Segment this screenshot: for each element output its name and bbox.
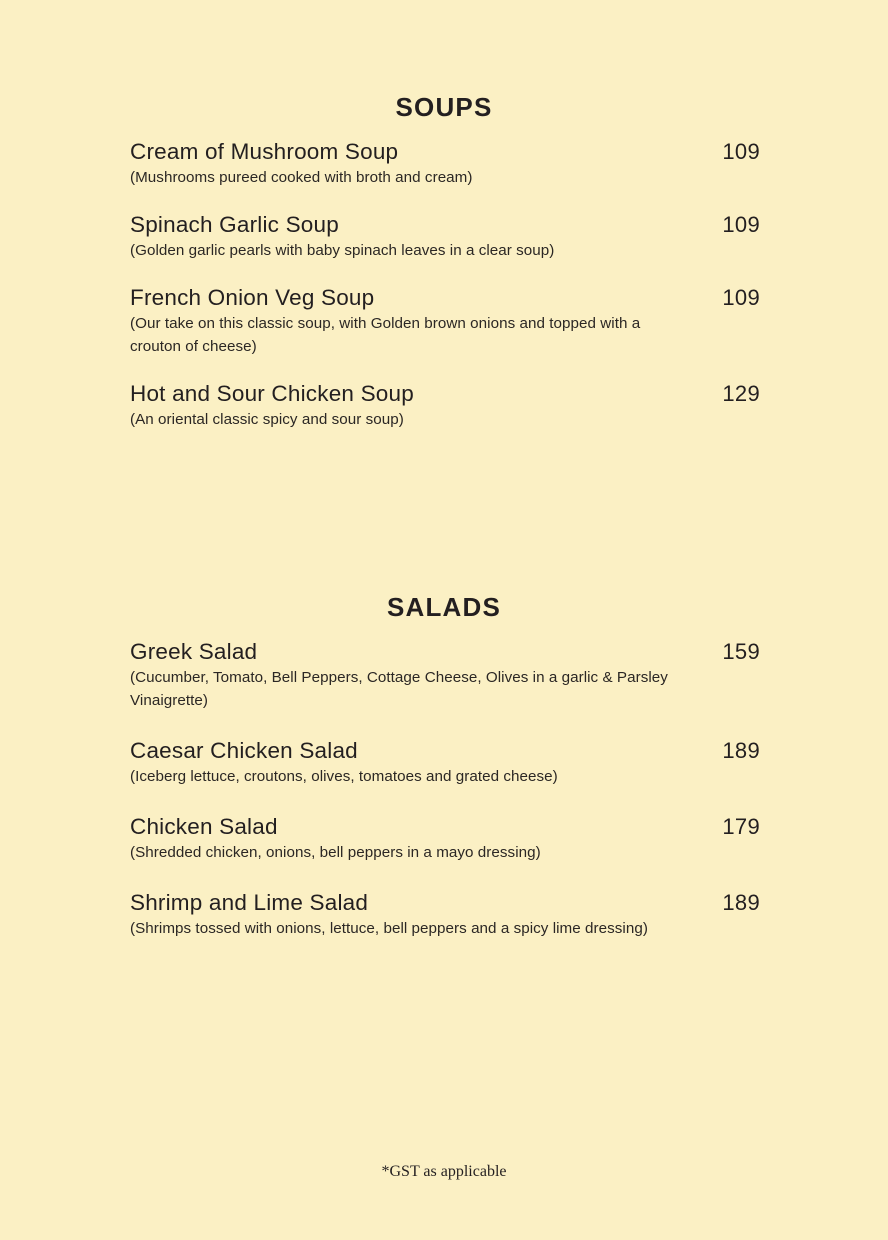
section-title-salads: SALADS [386, 592, 502, 622]
menu-item-price: 189 [722, 890, 760, 916]
menu-item-header [130, 285, 760, 311]
menu-item-description: (Golden garlic pearls with baby spinach leaves in a clear soup) [130, 242, 555, 260]
menu-item-name: Cream of Mushroom Soup [130, 139, 399, 164]
menu-item-header [130, 212, 760, 238]
menu-item-header [130, 139, 760, 165]
menu-item [130, 738, 760, 788]
menu-item-name: French Onion Veg Soup [130, 285, 375, 311]
menu-item-price: 109 [722, 285, 760, 311]
menu-item-price: 159 [722, 639, 760, 664]
menu-item-header [130, 738, 760, 764]
menu-item-price: 109 [722, 139, 760, 164]
menu-item [130, 381, 760, 431]
menu-item [130, 139, 760, 189]
menu-item-name: Shrimp and Lime Salad [130, 890, 369, 916]
menu-item [130, 285, 760, 358]
menu-item-header [130, 381, 760, 407]
menu-item [130, 814, 760, 864]
menu-item-header [130, 890, 760, 916]
menu-item-description: (Our take on this classic soup, with Golden brown onions and topped with a crouton of cheese) [130, 315, 641, 356]
section-soups [0, 92, 888, 454]
menu-item-name: Greek Salad [130, 639, 258, 664]
menu-item-name: Hot and Sour Chicken Soup [130, 381, 414, 407]
menu-item-header [130, 639, 760, 665]
menu-item-description: (Shredded chicken, onions, bell peppers in a mayo dressing) [130, 844, 541, 862]
menu-item-header [130, 814, 760, 840]
menu-item-description: (An oriental classic spicy and sour soup) [130, 411, 404, 429]
menu-item-name: Caesar Chicken Salad [130, 738, 358, 764]
soups-item-list [128, 139, 760, 431]
menu-item-description: (Shrimps tossed with onions, lettuce, bell peppers and a spicy lime dressing) [130, 920, 648, 938]
gst-footnote: *GST as applicable [381, 1163, 507, 1180]
section-title-soups: SOUPS [395, 92, 493, 122]
menu-item-price: 189 [722, 738, 760, 764]
menu-item [130, 890, 760, 940]
menu-item [130, 639, 760, 712]
section-salads [0, 592, 888, 966]
menu-item-description: (Mushrooms pureed cooked with broth and cream) [130, 169, 473, 186]
menu-item [130, 212, 760, 262]
menu-item-description: (Cucumber, Tomato, Bell Peppers, Cottage Cheese, Olives in a garlic & Parsley Vinaigrette) [130, 669, 668, 710]
menu-item-name: Chicken Salad [130, 814, 278, 840]
menu-item-description: (Iceberg lettuce, croutons, olives, tomatoes and grated cheese) [130, 768, 558, 786]
menu-item-name: Spinach Garlic Soup [130, 212, 339, 238]
menu-item-price: 179 [722, 814, 760, 840]
menu-item-price: 109 [722, 212, 760, 238]
menu-item-price: 129 [722, 381, 760, 407]
salads-item-list [128, 639, 760, 940]
